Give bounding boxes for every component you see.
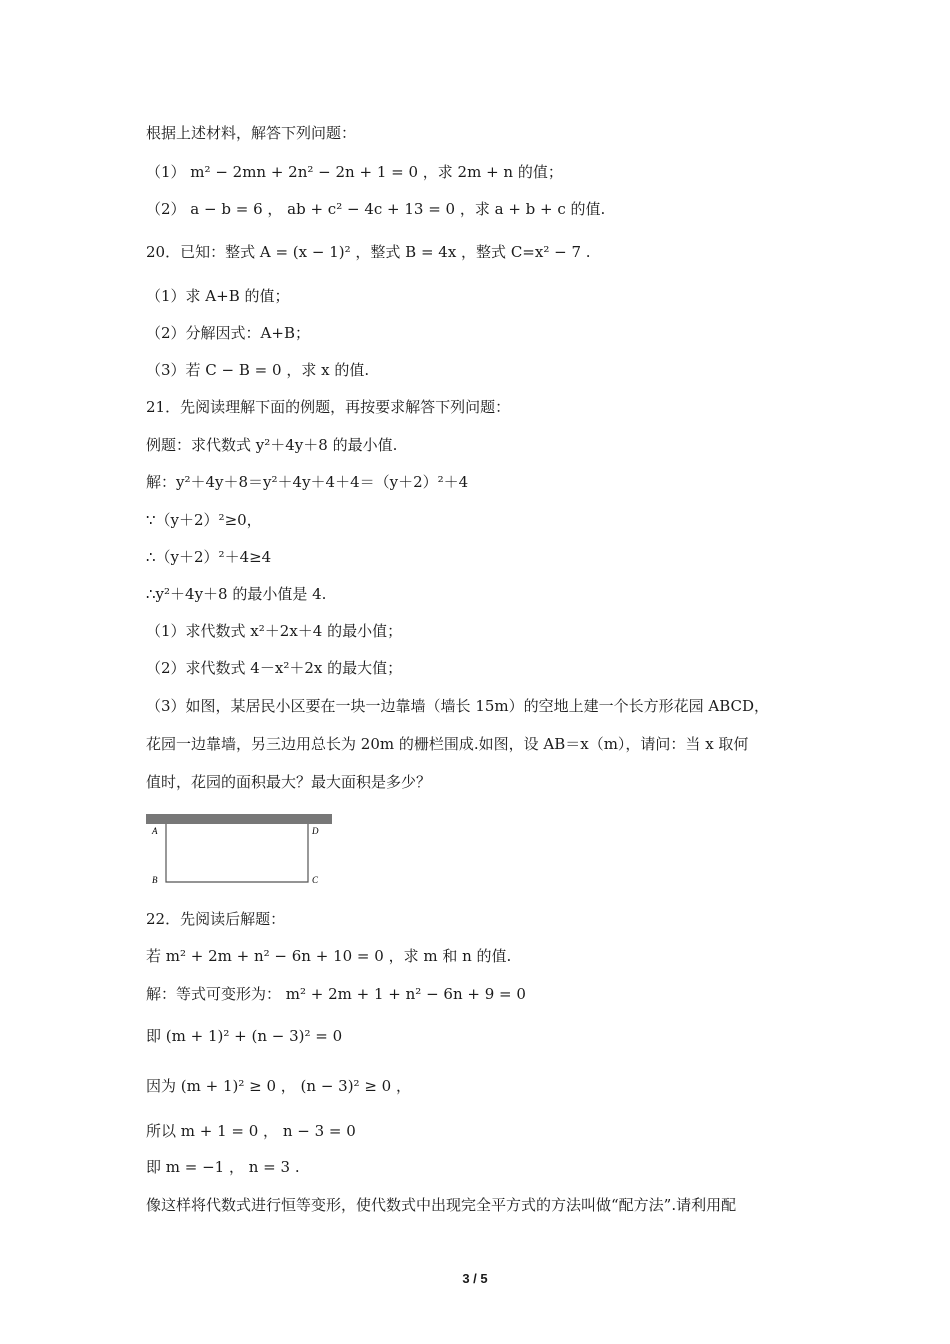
text-line: （2） a − b = 6 ， ab + c² − 4c + 13 = 0 ，求 a + b + c 的值. [146, 200, 606, 218]
text-line: （3）如图，某居民小区要在一块一边靠墙（墙长 15m）的空地上建一个长方形花园 ABCD， [146, 697, 770, 715]
garden-figure [146, 812, 336, 886]
text-line: （1）求代数式 x²＋2x＋4 的最小值； [146, 622, 403, 640]
text-line: 解：y²＋4y＋8＝y²＋4y＋4＋4＝（y＋2）²＋4 [146, 473, 469, 491]
text-line: 值时，花园的面积最大？最大面积是多少？ [146, 773, 432, 791]
text-line: 像这样将代数式进行恒等变形，使代数式中出现完全平方式的方法叫做“配方法”.请利用配 [146, 1196, 737, 1214]
text-line: 所以 m + 1 = 0 ， n − 3 = 0 [146, 1122, 356, 1140]
label-b: B [152, 875, 158, 885]
question-20: 20．已知：整式 A = (x − 1)² ，整式 B = 4x ，整式 C=x² − 7 . [146, 243, 591, 261]
wall [146, 814, 332, 824]
label-c: C [312, 875, 319, 885]
label-a: A [152, 826, 158, 836]
text-line: 因为 (m + 1)² ≥ 0 ， (n − 3)² ≥ 0 ， [146, 1077, 411, 1095]
fence [166, 824, 308, 882]
text-line: 花园一边靠墙，另三边用总长为 20m 的栅栏围成.如图，设 AB＝x（m），请问：当 x 取何 [146, 735, 749, 753]
page-number: 3 / 5 [462, 1271, 488, 1286]
question-21: 21．先阅读理解下面的例题，再按要求解答下列问题： [146, 398, 511, 416]
text-line: 若 m² + 2m + n² − 6n + 10 = 0 ，求 m 和 n 的值. [146, 947, 512, 965]
text-line: 即 (m + 1)² + (n − 3)² = 0 [146, 1027, 343, 1045]
text-line: （3）若 C − B = 0 ，求 x 的值. [146, 361, 370, 379]
text-line: （1） m² − 2mn + 2n² − 2n + 1 = 0 ，求 2m + n 的值； [146, 163, 563, 181]
text-line: ∴（y＋2）²＋4≥4 [146, 548, 272, 566]
text-line: ∵（y＋2）²≥0， [146, 511, 262, 529]
text-line: ∴y²＋4y＋8 的最小值是 4. [146, 585, 327, 603]
text-line: 解：等式可变形为： m² + 2m + 1 + n² − 6n + 9 = 0 [146, 985, 526, 1003]
text-line: 例题：求代数式 y²＋4y＋8 的最小值. [146, 436, 398, 454]
text-line: （2）分解因式：A+B； [146, 324, 310, 342]
text-line: （2）求代数式 4－x²＋2x 的最大值； [146, 659, 403, 677]
text-line: （1）求 A+B 的值； [146, 287, 290, 305]
question-22: 22．先阅读后解题： [146, 910, 286, 928]
text-line: 根据上述材料，解答下列问题： [146, 124, 357, 142]
text-line: 即 m = −1 ， n = 3 . [146, 1158, 300, 1176]
label-d: D [312, 826, 319, 836]
